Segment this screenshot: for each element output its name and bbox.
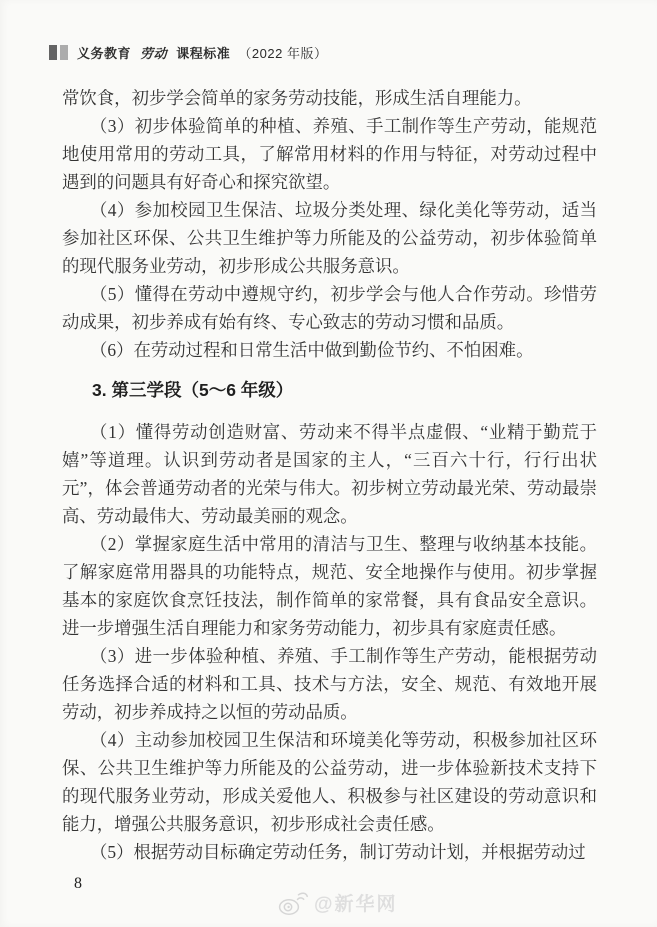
section-heading: 3. 第三学段（5～6 年级）: [92, 380, 294, 400]
page-number: 8: [74, 875, 82, 892]
running-header: [49, 43, 327, 62]
paragraph-continued: 常饮食，初步学会简单的家务劳动技能，形成生活自理能力。: [62, 88, 532, 108]
header-title-subject: 劳动: [140, 46, 168, 61]
grade3-item-1: （1）懂得劳动创造财富、劳动来不得半点虚假、“业精于勤荒于嬉”等道理。认识到劳动者是国家的主人，“三百六十行，行行出状元”，体会普通劳动者的光荣与伟大。初步树立劳动最光荣、劳动最崇高、劳动最伟大、劳动最美丽的观念。: [62, 422, 597, 526]
page-body: [62, 84, 597, 866]
watermark: [278, 889, 398, 916]
grade3-item-3: （3）进一步体验种植、养殖、手工制作等生产劳动，能根据劳动任务选择合适的材料和工具、技术与方法，安全、规范、有效地开展劳动，初步养成持之以恒的劳动品质。: [62, 646, 597, 722]
grade2-item-4: （4）参加校园卫生保洁、垃圾分类处理、绿化美化等劳动，适当参加社区环保、公共卫生维护等力所能及的公益劳动，初步体验简单的现代服务业劳动，初步形成公共服务意识。: [62, 200, 597, 276]
header-title-doc-type: 课程标准: [176, 46, 231, 61]
grade3-item-5-truncated: （5）根据劳动目标确定劳动任务，制订劳动计划，并根据劳动过: [90, 842, 586, 862]
weibo-icon: [278, 889, 308, 916]
header-title-edition: （2022 年版）: [238, 46, 328, 61]
grade3-item-4: （4）主动参加校园卫生保洁和环境美化等劳动，积极参加社区环保、公共卫生维护等力所能及的公益劳动，进一步体验新技术支持下的现代服务业劳动，形成关爱他人、积极参与社区建设的劳动意识和能力，增强公共服务意识，初步形成社会责任感。: [62, 730, 597, 834]
header-title-series: 义务教育: [77, 46, 132, 61]
header-title: [77, 43, 327, 62]
grade2-item-3: （3）初步体验简单的种植、养殖、手工制作等生产劳动，能规范地使用常用的劳动工具，了解常用材料的作用与特征，对劳动过程中遇到的问题具有好奇心和探究欲望。: [62, 116, 597, 192]
grade2-item-5: （5）懂得在劳动中遵规守约，初步学会与他人合作劳动。珍惜劳动成果，初步养成有始有终、专心致志的劳动习惯和品质。: [62, 284, 597, 332]
watermark-text: @新华网: [314, 894, 398, 915]
header-bar-light: [60, 45, 68, 60]
header-bar-dark: [49, 45, 57, 60]
grade3-item-2: （2）掌握家庭生活中常用的清洁与卫生、整理与收纳基本技能。了解家庭常用器具的功能特点，规范、安全地操作与使用。初步掌握基本的家庭饮食烹饪技法，制作简单的家常餐，具有食品安全意识。进一步增强生活自理能力和家务劳动能力，初步具有家庭责任感。: [62, 534, 597, 638]
grade2-item-6: （6）在劳动过程和日常生活中做到勤俭节约、不怕困难。: [90, 340, 534, 360]
